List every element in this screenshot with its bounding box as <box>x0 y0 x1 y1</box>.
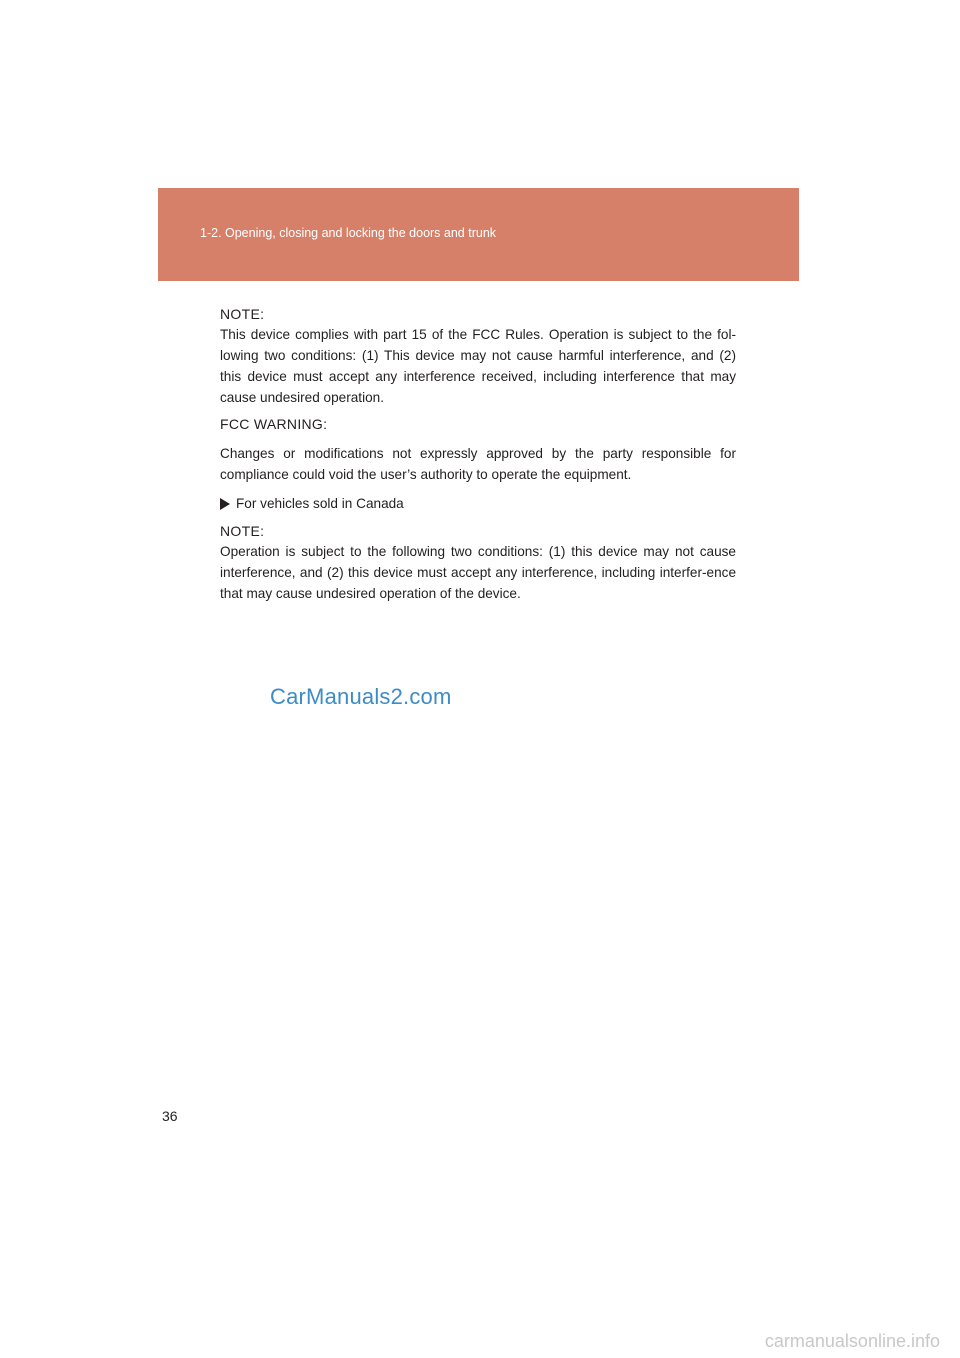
section-header-band <box>158 188 799 281</box>
fcc-warning-text: Changes or modifications not expressly approved by the party responsible for compliance could void the user’s authority to operate the equipment. <box>220 446 736 482</box>
page-number: 36 <box>162 1108 178 1124</box>
page-content <box>220 305 736 604</box>
canada-subheading-label: For vehicles sold in Canada <box>236 496 404 511</box>
note-heading: NOTE: <box>220 306 265 322</box>
triangle-bullet-icon <box>220 498 230 510</box>
footer-watermark: carmanualsonline.info <box>764 1331 940 1351</box>
fcc-warning-heading: FCC WARNING: <box>220 416 328 432</box>
canada-compliance-text: Operation is subject to the following two conditions: (1) this device may not cause interference, and (2) this device must accept any interference, including interfer-ence that may cause undesired operation of the device. <box>220 544 736 601</box>
note-heading-canada: NOTE: <box>220 523 265 539</box>
watermark-logo: CarManuals2.com <box>270 684 452 709</box>
canada-subheading <box>220 494 736 513</box>
section-title: 1-2. Opening, closing and locking the doors and trunk <box>200 226 497 240</box>
fcc-compliance-text: This device complies with part 15 of the FCC Rules. Operation is subject to the fol-lowing two conditions: (1) This device may not cause harmful interference, and (2) this device must accept any interference received, including interference that may cause undesired operation. <box>220 327 736 405</box>
